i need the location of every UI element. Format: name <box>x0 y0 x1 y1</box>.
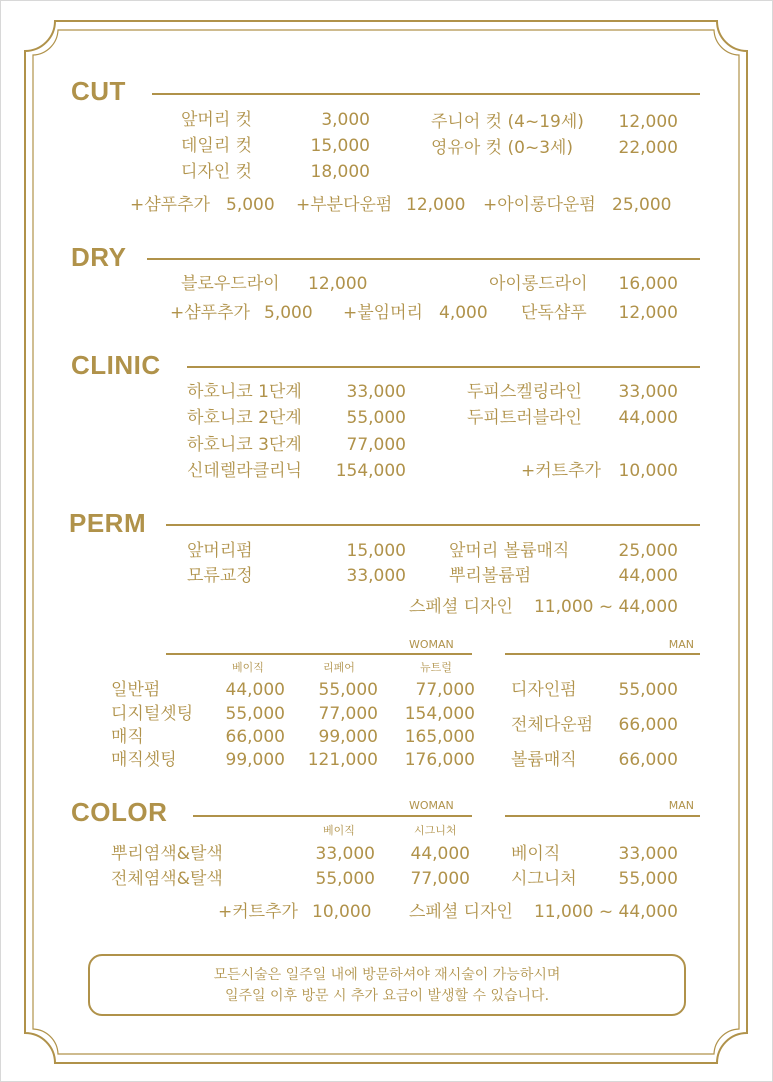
clinic-item-name: 하호니코 3단계 <box>187 435 302 455</box>
perm-man-rule <box>505 653 700 655</box>
perm-woman-price: 176,000 <box>404 750 475 770</box>
color-man-row-name: 시그니처 <box>511 869 577 889</box>
perm-woman-price: 55,000 <box>318 680 378 700</box>
perm-man-price: 66,000 <box>618 750 678 770</box>
perm-woman-row-name: 매직 <box>111 727 144 747</box>
clinic-item-name: 두피스켈링라인 <box>467 382 582 402</box>
perm-item-price: 33,000 <box>346 566 406 586</box>
cut-item-name: 앞머리 컷 <box>181 110 253 130</box>
color-woman-price: 44,000 <box>410 844 470 864</box>
dry-addon-price: 12,000 <box>618 303 678 323</box>
perm-col-header: 뉴트럴 <box>420 661 452 674</box>
perm-man-label: MAN <box>668 638 694 651</box>
clinic-item-price: 55,000 <box>346 408 406 428</box>
cut-item-price: 18,000 <box>310 162 370 182</box>
dry-addon-price: 4,000 <box>439 303 488 323</box>
clinic-item-price: 154,000 <box>335 461 406 481</box>
perm-woman-row-name: 일반펌 <box>111 680 161 700</box>
perm-woman-price: 77,000 <box>415 680 475 700</box>
cut-item-price: 15,000 <box>310 136 370 156</box>
perm-title: PERM <box>69 508 147 538</box>
perm-special-price: 11,000 ~ 44,000 <box>533 597 678 617</box>
clinic-addon-price: 10,000 <box>618 461 678 481</box>
dry-addon-price: 5,000 <box>264 303 313 323</box>
clinic-item-name: 하호니코 2단계 <box>187 408 302 428</box>
perm-woman-price: 154,000 <box>404 704 475 724</box>
perm-man-price: 55,000 <box>618 680 678 700</box>
dry-addon-name: +샴푸추가 <box>170 303 250 323</box>
color-woman-price: 55,000 <box>315 869 375 889</box>
perm-item-name: 뿌리볼륨펌 <box>449 566 532 586</box>
cut-addon-name: +아이롱다운펌 <box>483 195 596 215</box>
dry-rule <box>147 258 700 260</box>
perm-item-price: 15,000 <box>346 541 406 561</box>
perm-woman-price: 66,000 <box>225 727 285 747</box>
dry-addon-name: +붙임머리 <box>343 303 423 323</box>
color-man-price: 33,000 <box>618 844 678 864</box>
perm-man-row-name: 디자인펌 <box>511 680 577 700</box>
clinic-item-name: 두피트러블라인 <box>467 408 582 428</box>
perm-woman-price: 165,000 <box>404 727 475 747</box>
color-woman-row-name: 뿌리염색&탈색 <box>111 844 223 864</box>
perm-woman-price: 55,000 <box>225 704 285 724</box>
perm-woman-price: 121,000 <box>307 750 378 770</box>
color-woman-price: 33,000 <box>315 844 375 864</box>
cut-item-name: 주니어 컷 (4~19세) <box>431 112 584 132</box>
clinic-item-name: 하호니코 1단계 <box>187 382 302 402</box>
cut-addon-price: 12,000 <box>406 195 466 215</box>
color-addon-price: 10,000 <box>312 902 372 922</box>
color-woman-rule <box>193 815 472 817</box>
perm-woman-price: 77,000 <box>318 704 378 724</box>
dry-item-name: 블로우드라이 <box>181 274 280 294</box>
clinic-item-name: 신데렐라클리닉 <box>187 461 302 481</box>
perm-item-name: 앞머리 볼륨매직 <box>449 541 570 561</box>
perm-woman-rule <box>166 653 472 655</box>
cut-item-name: 영유아 컷 (0~3세) <box>431 138 574 158</box>
color-man-row-name: 베이직 <box>511 844 561 864</box>
cut-item-name: 데일리 컷 <box>181 136 253 156</box>
cut-addon-name: +샴푸추가 <box>130 195 210 215</box>
perm-rule <box>166 524 700 526</box>
color-col-header: 시그니처 <box>414 824 457 837</box>
cut-addon-price: 5,000 <box>226 195 275 215</box>
perm-item-price: 25,000 <box>618 541 678 561</box>
perm-man-row-name: 전체다운펌 <box>511 715 594 735</box>
perm-woman-price: 44,000 <box>225 680 285 700</box>
perm-woman-label: WOMAN <box>409 638 454 651</box>
color-woman-row-name: 전체염색&탈색 <box>111 869 223 889</box>
color-addon-name: +커트추가 <box>218 902 298 922</box>
clinic-rule <box>187 366 700 368</box>
cut-item-price: 12,000 <box>618 112 678 132</box>
color-woman-price: 77,000 <box>410 869 470 889</box>
perm-man-row-name: 볼륨매직 <box>511 750 577 770</box>
dry-item-price: 16,000 <box>618 274 678 294</box>
perm-col-header: 베이직 <box>232 661 264 674</box>
perm-woman-price: 99,000 <box>318 727 378 747</box>
color-special-name: 스페셜 디자인 <box>409 902 513 922</box>
clinic-item-price: 33,000 <box>618 382 678 402</box>
clinic-item-price: 77,000 <box>346 435 406 455</box>
perm-man-price: 66,000 <box>618 715 678 735</box>
color-woman-label: WOMAN <box>409 799 454 812</box>
clinic-title: CLINIC <box>71 350 161 380</box>
dry-item-name: 아이롱드라이 <box>489 274 588 294</box>
cut-item-price: 22,000 <box>618 138 678 158</box>
color-special-price: 11,000 ~ 44,000 <box>533 902 678 922</box>
perm-special-name: 스페셜 디자인 <box>409 597 513 617</box>
perm-item-name: 모류교정 <box>187 566 253 586</box>
cut-item-name: 디자인 컷 <box>181 162 253 182</box>
perm-item-name: 앞머리펌 <box>187 541 253 561</box>
clinic-addon-name: +커트추가 <box>521 461 601 481</box>
notice-line-2: 일주일 이후 방문 시 추가 요금이 발생할 수 있습니다. <box>224 988 550 1004</box>
clinic-item-price: 33,000 <box>346 382 406 402</box>
color-title: COLOR <box>71 797 168 827</box>
perm-woman-row-name: 디지털셋팅 <box>111 704 194 724</box>
dry-title: DRY <box>71 242 127 272</box>
color-man-price: 55,000 <box>618 869 678 889</box>
clinic-item-price: 44,000 <box>618 408 678 428</box>
perm-col-header: 리페어 <box>323 661 355 674</box>
perm-woman-row-name: 매직셋팅 <box>111 750 177 770</box>
cut-item-price: 3,000 <box>321 110 370 130</box>
notice-line-1: 모든시술은 일주일 내에 방문하셔야 재시술이 가능하시며 <box>213 967 561 983</box>
color-man-label: MAN <box>668 799 694 812</box>
color-col-header: 베이직 <box>323 824 355 837</box>
cut-title: CUT <box>71 76 126 106</box>
perm-item-price: 44,000 <box>618 566 678 586</box>
dry-addon-name: 단독샴푸 <box>521 303 587 323</box>
color-man-rule <box>505 815 700 817</box>
notice-box <box>88 954 686 1016</box>
dry-item-price: 12,000 <box>308 274 368 294</box>
cut-addon-price: 25,000 <box>612 195 672 215</box>
cut-addon-name: +부분다운펌 <box>296 195 393 215</box>
cut-rule <box>152 93 700 95</box>
perm-woman-price: 99,000 <box>225 750 285 770</box>
